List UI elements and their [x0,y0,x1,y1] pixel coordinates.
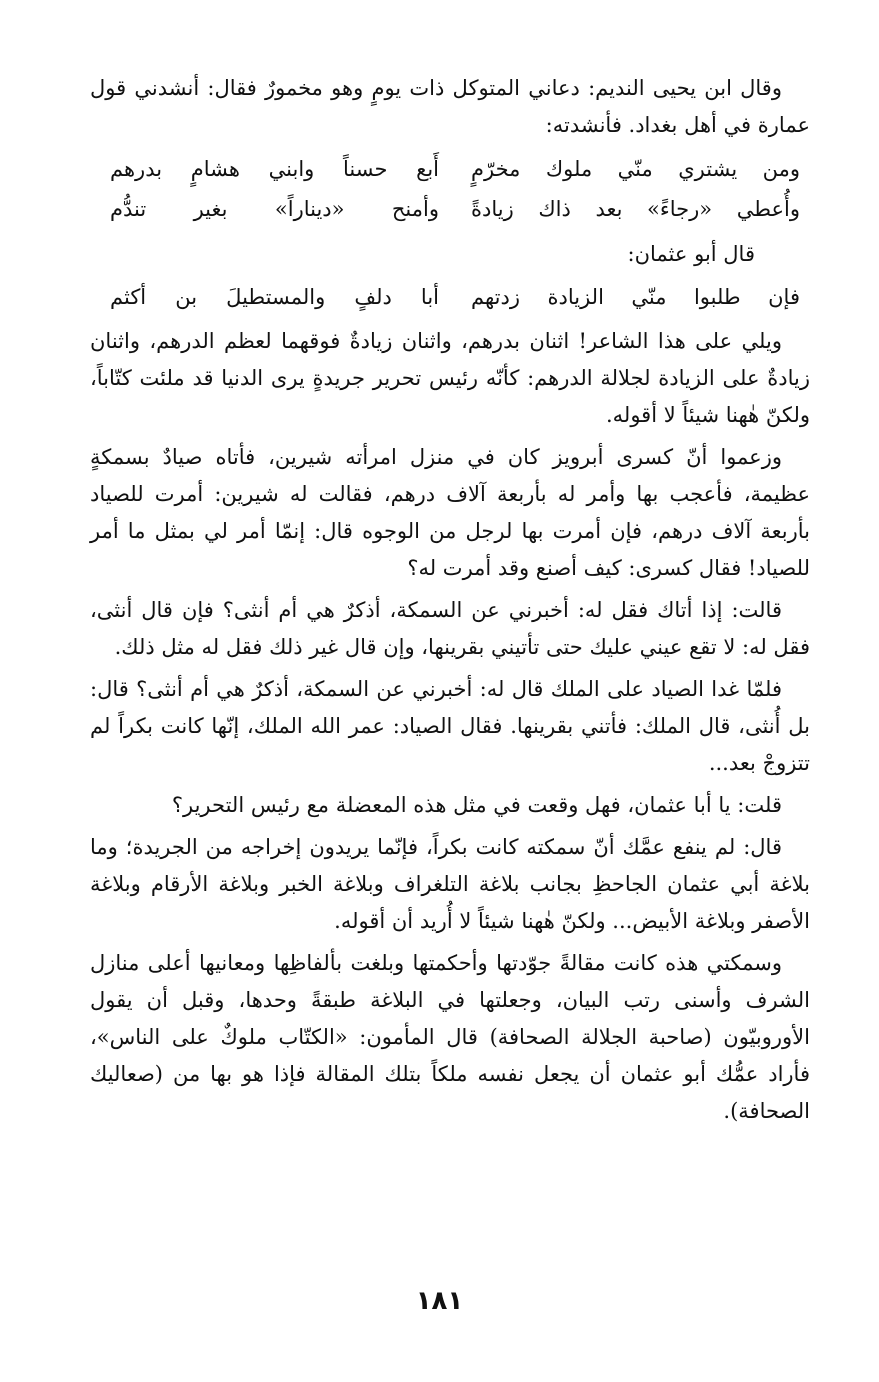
verse-line-1 [90,149,810,189]
verse-2-first-hemistich: وأُعطي «رجاءً» بعد ذاك زيادةً [471,197,800,221]
paragraph-7: قال: لم ينفع عمَّك أنّ سمكته كانت بكراً، فإنّما يريدون إخراجه من الجريدة؛ وما بلاغة أبي عثمان الجاحظِ بجانب بلاغة التلغراف وبلاغة الخبر وبلاغة الأرقام وبلاغة الأصفر وبلاغة الأبيض... ولكنّ هٰهنا شيئاً لا أُريد أن أقوله. [90,835,810,933]
poem-block-1 [90,149,810,229]
page-number: ١٨١ [415,1286,464,1316]
verse-1-second-hemistich: أَبع حسناً وابني هشامٍ بدرهم [110,157,439,181]
paragraph-1: وقال ابن يحيى النديم: دعاني المتوكل ذات يومٍ وهو مخمورٌ فقال: أنشدني قول عمارة في أهل بغداد. فأنشدته: [90,76,810,137]
verse-line-3 [90,277,810,317]
verse-1-first-hemistich: ومن يشتري منّي ملوك مخرّمٍ [471,157,800,181]
paragraph-6: قلت: يا أبا عثمان، فهل وقعت في مثل هذه المعضلة مع رئيس التحرير؟ [171,793,782,817]
paragraph-2: ويلي على هذا الشاعر! اثنان بدرهم، واثنان زيادةٌ فوقهما لعظم الدرهم، واثنان زيادةٌ على الزيادة لجلالة الدرهم: كأنّه رئيس تحرير جريدةٍ يرى الدنيا قد ملئت كتّاباً، ولكنّ هٰهنا شيئاً لا أقوله. [90,329,810,427]
verse-line-2 [90,189,810,229]
paragraph-4: قالت: إذا أتاك فقل له: أخبرني عن السمكة، أذكرٌ هي أم أنثى؟ فإن قال أنثى، فقل له: لا تقع عيني عليك حتى تأتيني بقرينها، وإن قال غير ذلك فقل له مثل ذلك. [90,598,810,659]
verse-intro: قال أبو عثمان: [627,242,755,266]
paragraph-8: وسمكتي هذه كانت مقالةً جوّدتها وأحكمتها وبلغت بألفاظِها ومعانيها أعلى منازل الشرف وأسنى رتب البيان، وجعلتها في البلاغة طبقةً وحدها، وقبل أن يقول الأوروبيّون (صاحبة الجلالة الصحافة) قال المأمون: «الكتّاب ملوكٌ على الناس»، فأراد عمُّك أبو عثمان أن يجعل نفسه ملكاً بتلك المقالة فإذا هو بها من (صعاليك الصحافة). [90,951,810,1123]
verse-3-second-hemistich: أبا دلفٍ والمستطيلَ بن أكثم [110,285,439,309]
verse-3-first-hemistich: فإن طلبوا منّي الزيادة زدتهم [471,285,800,309]
page-content [90,70,810,1135]
poem-block-2 [90,277,810,317]
paragraph-3: وزعموا أنّ كسرى أبرويز كان في منزل امرأته شيرين، فأتاه صيادٌ بسمكةٍ عظيمة، فأعجب بها وأمر له بأربعة آلاف درهم، فقالت له شيرين: أمرت للصياد بأربعة آلاف درهم، فإن أمرت بها لرجل من الوجوه قال: إنمّا أمر لي بمثل ما أمر للصياد! فقال كسرى: كيف أصنع وقد أمرت له؟ [90,445,810,580]
verse-2-second-hemistich: وأمنح «ديناراً» بغير تندُّم [110,197,439,221]
paragraph-5: فلمّا غدا الصياد على الملك قال له: أخبرني عن السمكة، أذكرٌ هي أم أنثى؟ قال: بل أُنثى، قال الملك: فأتني بقرينها. فقال الصياد: عمر الله الملك، إنّها كانت بكراً لم تتزوجْ بعد... [90,677,810,775]
